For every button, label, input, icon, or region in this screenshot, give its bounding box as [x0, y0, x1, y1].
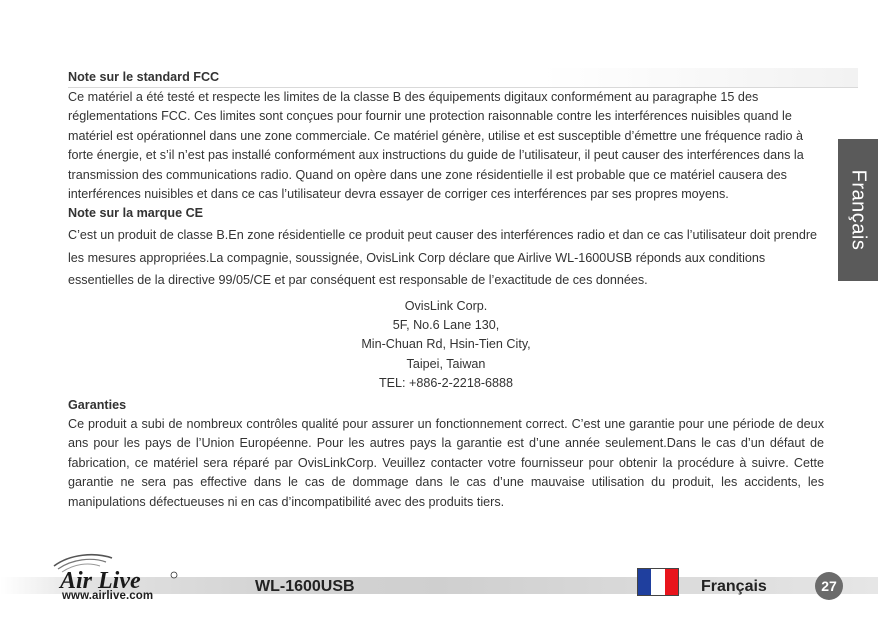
fcc-heading: Note sur le standard FCC [68, 68, 858, 88]
flag-blue-stripe [638, 569, 651, 595]
fcc-paragraph: Ce matériel a été testé et respecte les limites de la classe B des équipements digitaux conformément au paragraphe 15 des réglementations FCC. Ces limites sont conçues pour fournir une protection raisonnable contre les interférences nuisibles quand le matériel est opérationnel dans une zone commerciale. Ce matériel génère, utilise et est susceptible d’émettre une fréquence radio à forte énergie, et s’il n’est pas installé conformément aux instructions du guide de l’utilisateur, il peut causer des interférences dans la transmission des communications radio. Quand on opère dans une zone résidentielle il est probable que ce matériel causera des interférences nuisibles et dans ce cas l’utilisateur devra essayer de corriger ces interférences par ses propres moyens. [68, 90, 804, 202]
warranty-paragraph: Ce produit a subi de nombreux contrôles qualité pour assurer un fonctionnement correct. C’est une garantie pour une période de deux ans pour les pays de l’Union Européenne. Pour les autres pays la garantie est d’une année seulement.Dans le cas d’un défaut de fabrication, ce matériel sera réparé par OvisLinkCorp. Veuillez contacter votre fournisseur pour obtenir la procédure à suivre. Cette garantie ne sera pas effective dans le cas de dommage dans le cas d’une mauvaise utilisation du produit, les accidents, les manipulations défectueuses ni en cas d’incompatibilité avec des produits tiers. [68, 416, 824, 509]
airlive-logo [50, 552, 180, 608]
page-content [68, 68, 824, 512]
warranty-heading: Garanties [68, 397, 127, 412]
address-tel: TEL: +886-2-2218-6888 [378, 375, 514, 390]
ce-paragraph: C’est un produit de classe B.En zone résidentielle ce produit peut causer des interférences radio et dan ce cas l’utilisateur doit prendre les mesures appropriées.La compagnie, soussignée, OvisLink Corp déclare que Airlive WL-1600USB réponds aux conditions essentielles de la directive 99/05/CE et par conséquent est responsable de l’exactitude de ces données. [68, 228, 818, 288]
airlive-logo-mark [50, 552, 180, 592]
company-address [68, 297, 824, 393]
logo-url: www.airlive.com [62, 590, 154, 602]
address-line1: 5F, No.6 Lane 130, [392, 318, 500, 333]
svg-text:Air Live: Air Live [60, 568, 141, 592]
page-number: 27 [815, 572, 843, 600]
flag-white-stripe [651, 569, 664, 595]
language-side-tab [838, 139, 878, 281]
address-line2: Min-Chuan Rd, Hsin-Tien City, [361, 337, 531, 352]
side-tab-label: Français [847, 169, 870, 251]
flag-red-stripe [665, 569, 678, 595]
address-company: OvisLink Corp. [404, 298, 488, 313]
footer-language: Français [701, 578, 767, 595]
model-name: WL-1600USB [255, 578, 355, 595]
france-flag-icon [637, 568, 679, 596]
ce-heading: Note sur la marque CE [68, 206, 204, 221]
address-city: Taipei, Taiwan [406, 356, 486, 371]
